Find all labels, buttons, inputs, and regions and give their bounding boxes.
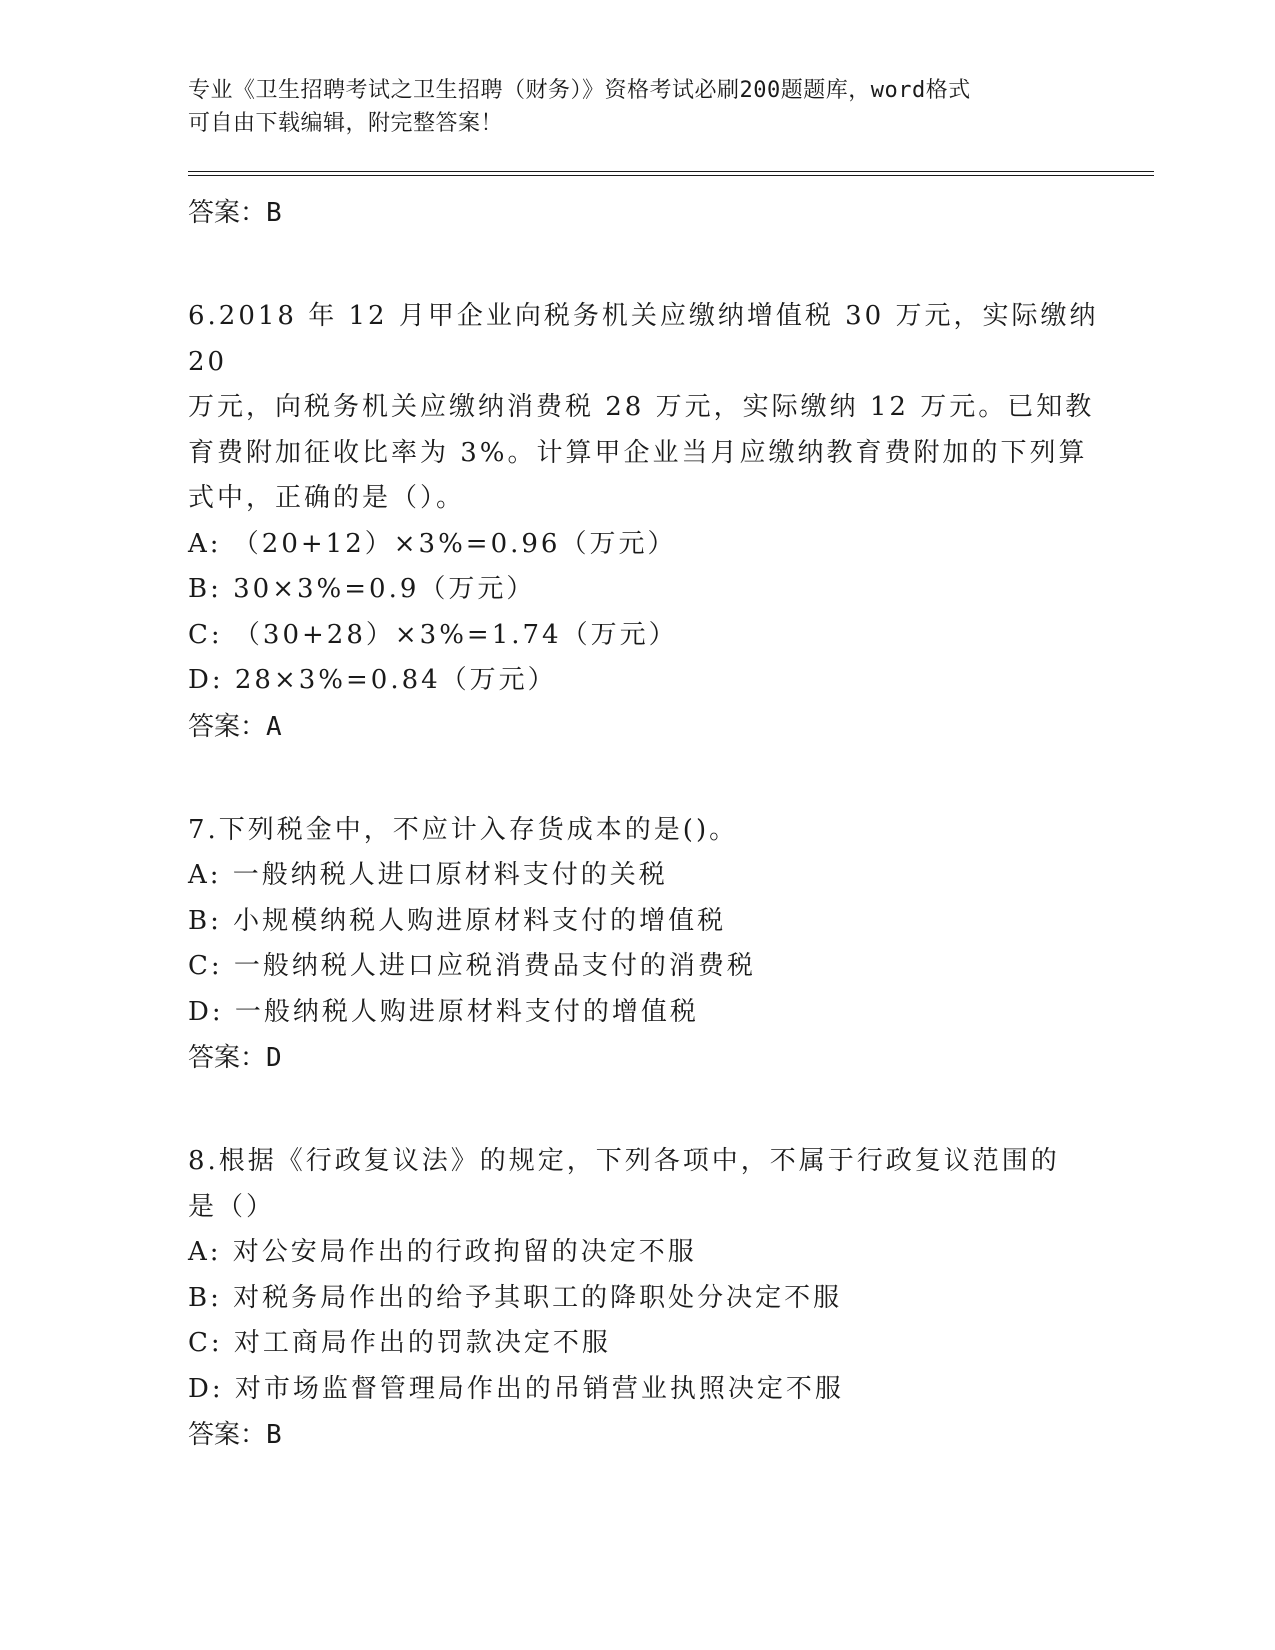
option-b: B: 对税务局作出的给予其职工的降职处分决定不服 bbox=[188, 1282, 843, 1313]
question-list bbox=[188, 190, 1108, 1458]
header-line-1: 专业《卫生招聘考试之卫生招聘（财务）》资格考试必刷200题题库，word格式 bbox=[188, 78, 971, 103]
answer-line: 答案：B bbox=[188, 198, 282, 228]
question-item bbox=[188, 1139, 1108, 1458]
header-rule-bottom bbox=[188, 175, 1154, 176]
question-stem-line: 8.根据《行政复议法》的规定，下列各项中，不属于行政复议范围的 bbox=[188, 1146, 1060, 1176]
option-c: C: （30+28）×3%=1.74（万元） bbox=[188, 619, 678, 650]
answer-line: 答案：D bbox=[188, 1043, 282, 1073]
question-item bbox=[188, 294, 1108, 750]
option-a: A: （20+12）×3%=0.96（万元） bbox=[188, 528, 677, 559]
header-rule-top bbox=[188, 171, 1154, 172]
header-line-2: 可自由下载编辑，附完整答案！ bbox=[188, 111, 504, 136]
option-a: A: 一般纳税人进口原材料支付的关税 bbox=[188, 860, 668, 890]
option-a: A: 对公安局作出的行政拘留的决定不服 bbox=[188, 1237, 697, 1267]
option-d: D: 28×3%=0.84（万元） bbox=[188, 665, 557, 695]
option-c: C: 对工商局作出的罚款决定不服 bbox=[188, 1328, 611, 1358]
question-stem-line: 式中，正确的是（）。 bbox=[188, 483, 466, 513]
question-stem-line: 7.下列税金中，不应计入存货成本的是()。 bbox=[188, 814, 739, 845]
option-b: B: 小规模纳税人购进原材料支付的增值税 bbox=[188, 905, 727, 936]
option-d: D: 对市场监督管理局作出的吊销营业执照决定不服 bbox=[188, 1373, 844, 1404]
question-stem-line: 6.2018 年 12 月甲企业向税务机关应缴纳增值税 30 万元，实际缴纳 20 bbox=[188, 301, 1099, 377]
option-b: B: 30×3%=0.9（万元） bbox=[188, 574, 536, 604]
question-item bbox=[188, 808, 1108, 1082]
question-stem-line: 育费附加征收比率为 3%。计算甲企业当月应缴纳教育费附加的下列算 bbox=[188, 437, 1088, 468]
answer-line: 答案：B bbox=[188, 1420, 282, 1450]
question-stem-line: 是（） bbox=[188, 1191, 276, 1222]
question-stem-line: 万元，向税务机关应缴纳消费税 28 万元，实际缴纳 12 万元。已知教 bbox=[188, 392, 1095, 422]
option-c: C: 一般纳税人进口应税消费品支付的消费税 bbox=[188, 951, 756, 981]
document-header bbox=[188, 74, 1068, 140]
answer-line: 答案：A bbox=[188, 711, 282, 742]
option-d: D: 一般纳税人购进原材料支付的增值税 bbox=[188, 996, 699, 1027]
